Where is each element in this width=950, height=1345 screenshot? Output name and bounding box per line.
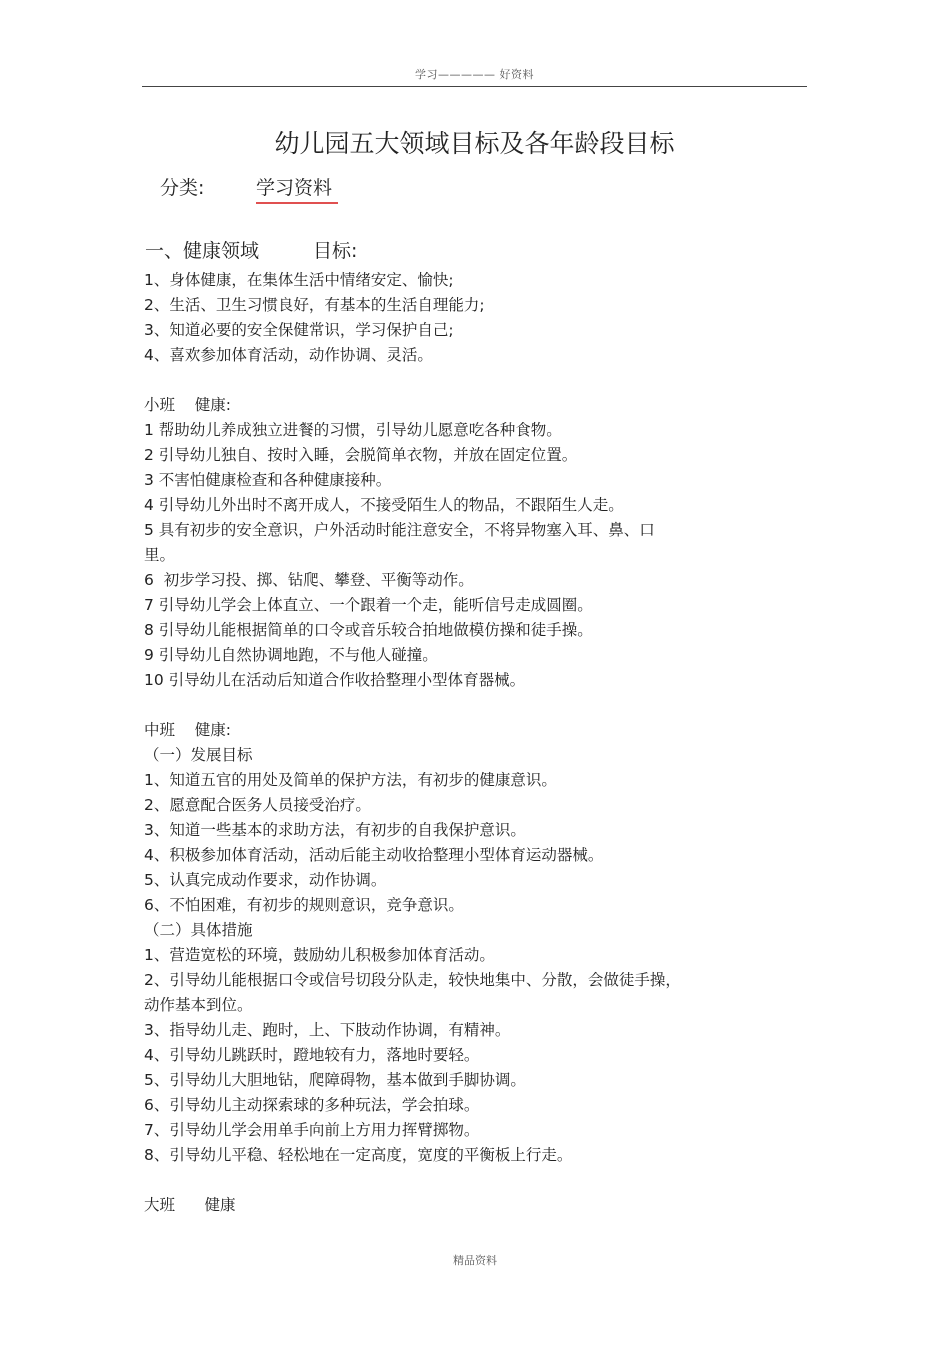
small-class-item: 8 引导幼儿能根据简单的口令或音乐较合拍地做模仿操和徒手操。 <box>144 621 593 639</box>
section-heading-health <box>145 236 358 263</box>
small-class-item: 2 引导幼儿独自、按时入睡，会脱简单衣物，并放在固定位置。 <box>144 446 578 464</box>
goal-item: 2、生活、卫生习惯良好，有基本的生活自理能力; <box>144 296 485 314</box>
middle-class-measure-item: 7、引导幼儿学会用单手向前上方用力挥臂掷物。 <box>144 1121 480 1139</box>
middle-class-measure-item-continued: 动作基本到位。 <box>144 996 253 1014</box>
middle-class-goal-item: 1、知道五官的用处及简单的保护方法，有初步的健康意识。 <box>144 771 557 789</box>
small-class-item: 9 引导幼儿自然协调地跑，不与他人碰撞。 <box>144 646 438 664</box>
middle-class-goal-item: 2、愿意配合医务人员接受治疗。 <box>144 796 371 814</box>
small-class-item: 10 引导幼儿在活动后知道合作收拾整理小型体育器械。 <box>144 671 526 689</box>
small-class-heading: 小班 健康: <box>144 396 231 414</box>
small-class-item-continued: 里。 <box>144 546 176 564</box>
goal-item: 3、知道必要的安全保健常识，学习保护自己; <box>144 321 454 339</box>
document-body <box>144 268 784 1218</box>
small-class-item: 6 初步学习投、掷、钻爬、攀登、平衡等动作。 <box>144 571 474 589</box>
middle-class-goal-item: 3、知道一些基本的求助方法，有初步的自我保护意识。 <box>144 821 526 839</box>
small-class-item: 5 具有初步的安全意识，户外活动时能注意安全，不将异物塞入耳、鼻、口 <box>144 521 655 539</box>
goal-item: 4、喜欢参加体育活动，动作协调、灵活。 <box>144 346 433 364</box>
category-row <box>160 173 333 200</box>
small-class-item: 3 不害怕健康检查和各种健康接种。 <box>144 471 392 489</box>
small-class-item: 4 引导幼儿外出时不离开成人，不接受陌生人的物品，不跟陌生人走。 <box>144 496 624 514</box>
category-label: 分类: <box>160 177 205 199</box>
paragraph-gap <box>144 1168 784 1193</box>
middle-class-subheading: （二）具体措施 <box>144 921 253 939</box>
middle-class-subheading: （一）发展目标 <box>144 746 253 764</box>
middle-class-heading: 中班 健康: <box>144 721 231 739</box>
section-goal-label: 目标: <box>313 240 358 262</box>
category-value: 学习资料 <box>256 173 338 204</box>
page-header: 学习————— 好资料 <box>415 68 534 81</box>
document-title: 幼儿园五大领域目标及各年龄段目标 <box>274 129 675 158</box>
middle-class-measure-item: 2、引导幼儿能根据口令或信号切段分队走，较快地集中、分散，会做徒手操， <box>144 971 681 989</box>
middle-class-goal-item: 6、不怕困难，有初步的规则意识，竞争意识。 <box>144 896 464 914</box>
small-class-item: 7 引导幼儿学会上体直立、一个跟着一个走，能听信号走成圆圈。 <box>144 596 593 614</box>
large-class-heading: 大班 健康 <box>144 1196 236 1214</box>
middle-class-measure-item: 8、引导幼儿平稳、轻松地在一定高度，宽度的平衡板上行走。 <box>144 1146 573 1164</box>
section-title: 一、健康领域 <box>145 240 260 262</box>
middle-class-measure-item: 5、引导幼儿大胆地钻，爬障碍物，基本做到手脚协调。 <box>144 1071 526 1089</box>
middle-class-measure-item: 6、引导幼儿主动探索球的多种玩法，学会拍球。 <box>144 1096 480 1114</box>
page-footer: 精品资料 <box>453 1254 497 1267</box>
middle-class-measure-item: 3、指导幼儿走、跑时，上、下肢动作协调，有精神。 <box>144 1021 511 1039</box>
paragraph-gap <box>144 368 784 393</box>
middle-class-goal-item: 5、认真完成动作要求，动作协调。 <box>144 871 387 889</box>
middle-class-measure-item: 4、引导幼儿跳跃时，蹬地较有力，落地时要轻。 <box>144 1046 480 1064</box>
goal-item: 1、身体健康，在集体生活中情绪安定、愉快; <box>144 271 454 289</box>
paragraph-gap <box>144 693 784 718</box>
middle-class-measure-item: 1、营造宽松的环境，鼓励幼儿积极参加体育活动。 <box>144 946 495 964</box>
small-class-item: 1 帮助幼儿养成独立进餐的习惯，引导幼儿愿意吃各种食物。 <box>144 421 562 439</box>
middle-class-goal-item: 4、积极参加体育活动，活动后能主动收拾整理小型体育运动器械。 <box>144 846 604 864</box>
header-divider <box>142 86 807 87</box>
